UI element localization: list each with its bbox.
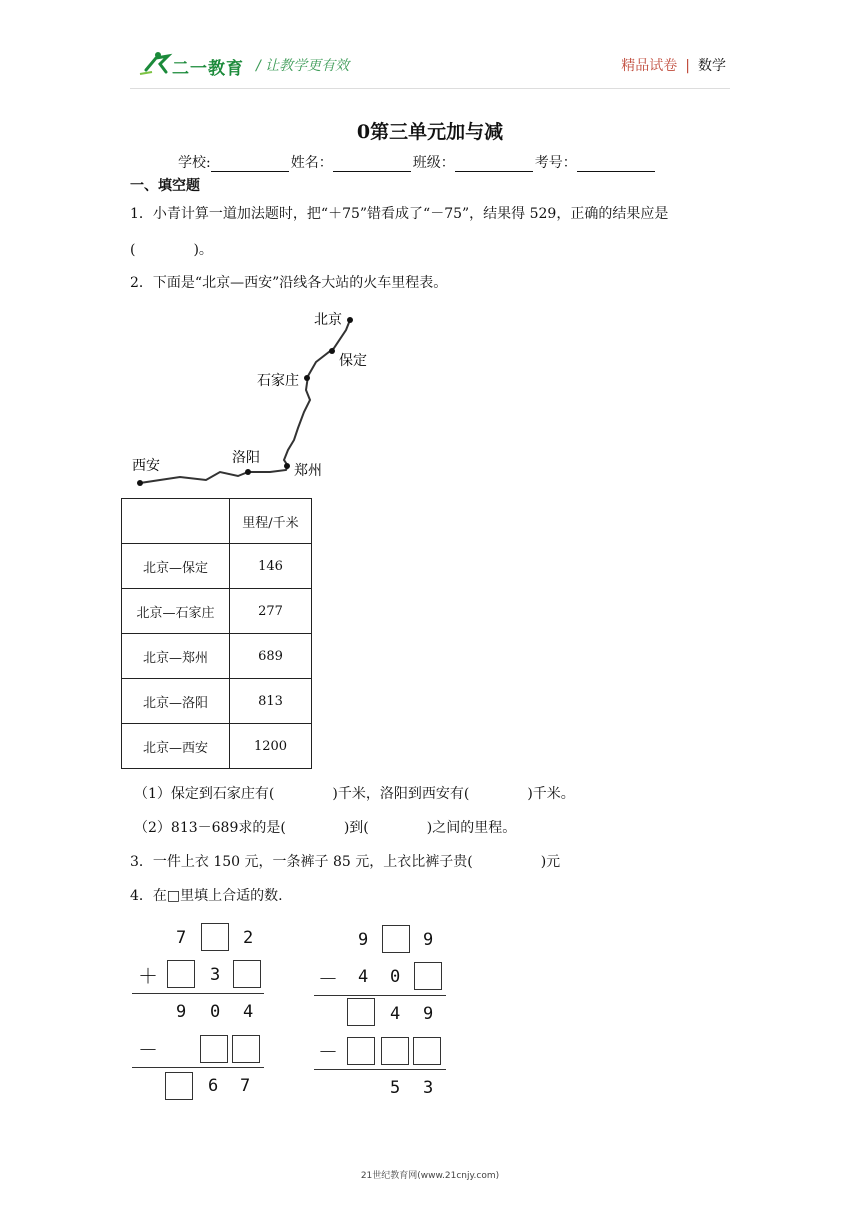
question-2-sub2 xyxy=(134,817,516,837)
header-divider xyxy=(130,88,730,89)
q2s1-text-b: )千米，洛阳到西安有( xyxy=(332,786,470,802)
difference-line xyxy=(314,995,446,996)
question-2: 2．下面是“北京—西安”沿线各大站的火车里程表。 xyxy=(130,275,448,291)
route-cell: 北京—郑州 xyxy=(122,634,230,679)
difference-line xyxy=(314,1069,446,1070)
q3-text-a: 3．一件上衣 150 元，一条裤子 85 元，上衣比裤子贵( xyxy=(130,854,473,870)
digit: 4 xyxy=(390,1004,401,1024)
beijing-label: 北京 xyxy=(314,312,342,328)
subject-label: 数学 xyxy=(698,58,726,74)
sum-line xyxy=(132,993,264,994)
header-right xyxy=(621,55,726,75)
digit: 7 xyxy=(240,1076,251,1096)
table-row xyxy=(122,634,312,679)
minus-sign: － xyxy=(138,1038,158,1062)
question-4: 4．在□里填上合适的数. xyxy=(130,888,283,904)
answer-box[interactable] xyxy=(413,1037,441,1065)
table-corner-cell xyxy=(122,499,230,544)
shijiazhuang-label: 石家庄 xyxy=(257,373,299,389)
route-cell: 北京—保定 xyxy=(122,544,230,589)
answer-box[interactable] xyxy=(382,925,410,953)
answer-box[interactable] xyxy=(201,923,229,951)
digit: 9 xyxy=(423,930,434,950)
exam-no-blank[interactable] xyxy=(577,157,655,172)
digit: 9 xyxy=(423,1004,434,1024)
beijing-dot xyxy=(347,317,353,323)
question-1-line2 xyxy=(130,239,213,259)
difference-line xyxy=(132,1067,264,1068)
logo-text: 二一教育 xyxy=(172,59,244,79)
digit: 6 xyxy=(208,1076,219,1096)
zhengzhou-dot xyxy=(284,463,290,469)
class-blank[interactable] xyxy=(455,157,533,172)
km-cell: 277 xyxy=(230,589,312,634)
digit: 2 xyxy=(243,928,254,948)
digit: 3 xyxy=(423,1078,434,1098)
q2s1-text-c: )千米。 xyxy=(527,786,575,802)
student-info xyxy=(178,152,657,172)
digit: 4 xyxy=(358,967,369,987)
minus-sign: － xyxy=(318,967,338,991)
question-2-sub1 xyxy=(134,783,575,803)
digit: 0 xyxy=(390,967,401,987)
table-row xyxy=(122,544,312,589)
q2s2-text-a: （2）813－689求的是( xyxy=(134,820,286,836)
exam-no-label: 考号： xyxy=(534,155,577,171)
q1-close: )。 xyxy=(193,242,213,258)
answer-box[interactable] xyxy=(233,960,261,988)
digit: 4 xyxy=(243,1002,254,1022)
km-cell: 1200 xyxy=(230,724,312,769)
school-blank[interactable] xyxy=(211,157,289,172)
premium-tag: 精品试卷 xyxy=(621,58,678,74)
digit: 9 xyxy=(176,1002,187,1022)
table-row xyxy=(122,724,312,769)
digit: 7 xyxy=(176,928,187,948)
section-title: 一、填空题 xyxy=(130,178,200,194)
shijiazhuang-dot xyxy=(304,375,310,381)
answer-box[interactable] xyxy=(232,1035,260,1063)
q1-open: ( xyxy=(130,242,136,258)
route-cell: 北京—西安 xyxy=(122,724,230,769)
question-3 xyxy=(130,851,560,871)
q2s2-text-c: )之间的里程。 xyxy=(426,820,517,836)
name-blank[interactable] xyxy=(333,157,411,172)
answer-box[interactable] xyxy=(347,1037,375,1065)
question-1-line1: 1．小青计算一道加法题时，把“＋75”错看成了“－75”，结果得 529，正确的结果应是 xyxy=(130,206,669,222)
mileage-table xyxy=(121,498,312,769)
table-row xyxy=(122,679,312,724)
q2s1-text-a: （1）保定到石家庄有( xyxy=(134,786,275,802)
digit: 9 xyxy=(358,930,369,950)
digit: 3 xyxy=(210,965,221,985)
answer-box[interactable] xyxy=(381,1037,409,1065)
table-row xyxy=(122,589,312,634)
header-separator: | xyxy=(685,58,690,74)
route-cell: 北京—洛阳 xyxy=(122,679,230,724)
table-header-row xyxy=(122,499,312,544)
plus-sign: ＋ xyxy=(138,964,158,988)
luoyang-dot xyxy=(245,469,251,475)
answer-box[interactable] xyxy=(200,1035,228,1063)
xian-dot xyxy=(137,480,143,486)
digit: 0 xyxy=(210,1002,221,1022)
name-label: 姓名： xyxy=(290,155,333,171)
page-title: 0第三单元加与减 xyxy=(356,121,504,143)
q2s2-text-b: )到( xyxy=(343,820,369,836)
answer-box[interactable] xyxy=(167,960,195,988)
luoyang-label: 洛阳 xyxy=(232,450,260,466)
route-cell: 北京—石家庄 xyxy=(122,589,230,634)
answer-box[interactable] xyxy=(347,998,375,1026)
class-label: 班级： xyxy=(412,155,455,171)
digit: 5 xyxy=(390,1078,401,1098)
railway-map xyxy=(120,300,380,495)
baoding-label: 保定 xyxy=(339,353,367,369)
zhengzhou-label: 郑州 xyxy=(294,463,322,479)
km-cell: 813 xyxy=(230,679,312,724)
answer-box[interactable] xyxy=(414,962,442,990)
table-header-km: 里程/千米 xyxy=(230,499,312,544)
school-label: 学校: xyxy=(178,155,211,171)
answer-box[interactable] xyxy=(165,1072,193,1100)
baoding-dot xyxy=(329,348,335,354)
page-footer: 21世纪教育网(www.21cnjy.com) xyxy=(360,1171,500,1181)
xian-label: 西安 xyxy=(132,458,160,474)
slogan: / 让教学更有效 xyxy=(256,58,350,74)
km-cell: 146 xyxy=(230,544,312,589)
minus-sign: － xyxy=(318,1040,338,1064)
q3-text-b: )元 xyxy=(540,854,561,870)
km-cell: 689 xyxy=(230,634,312,679)
